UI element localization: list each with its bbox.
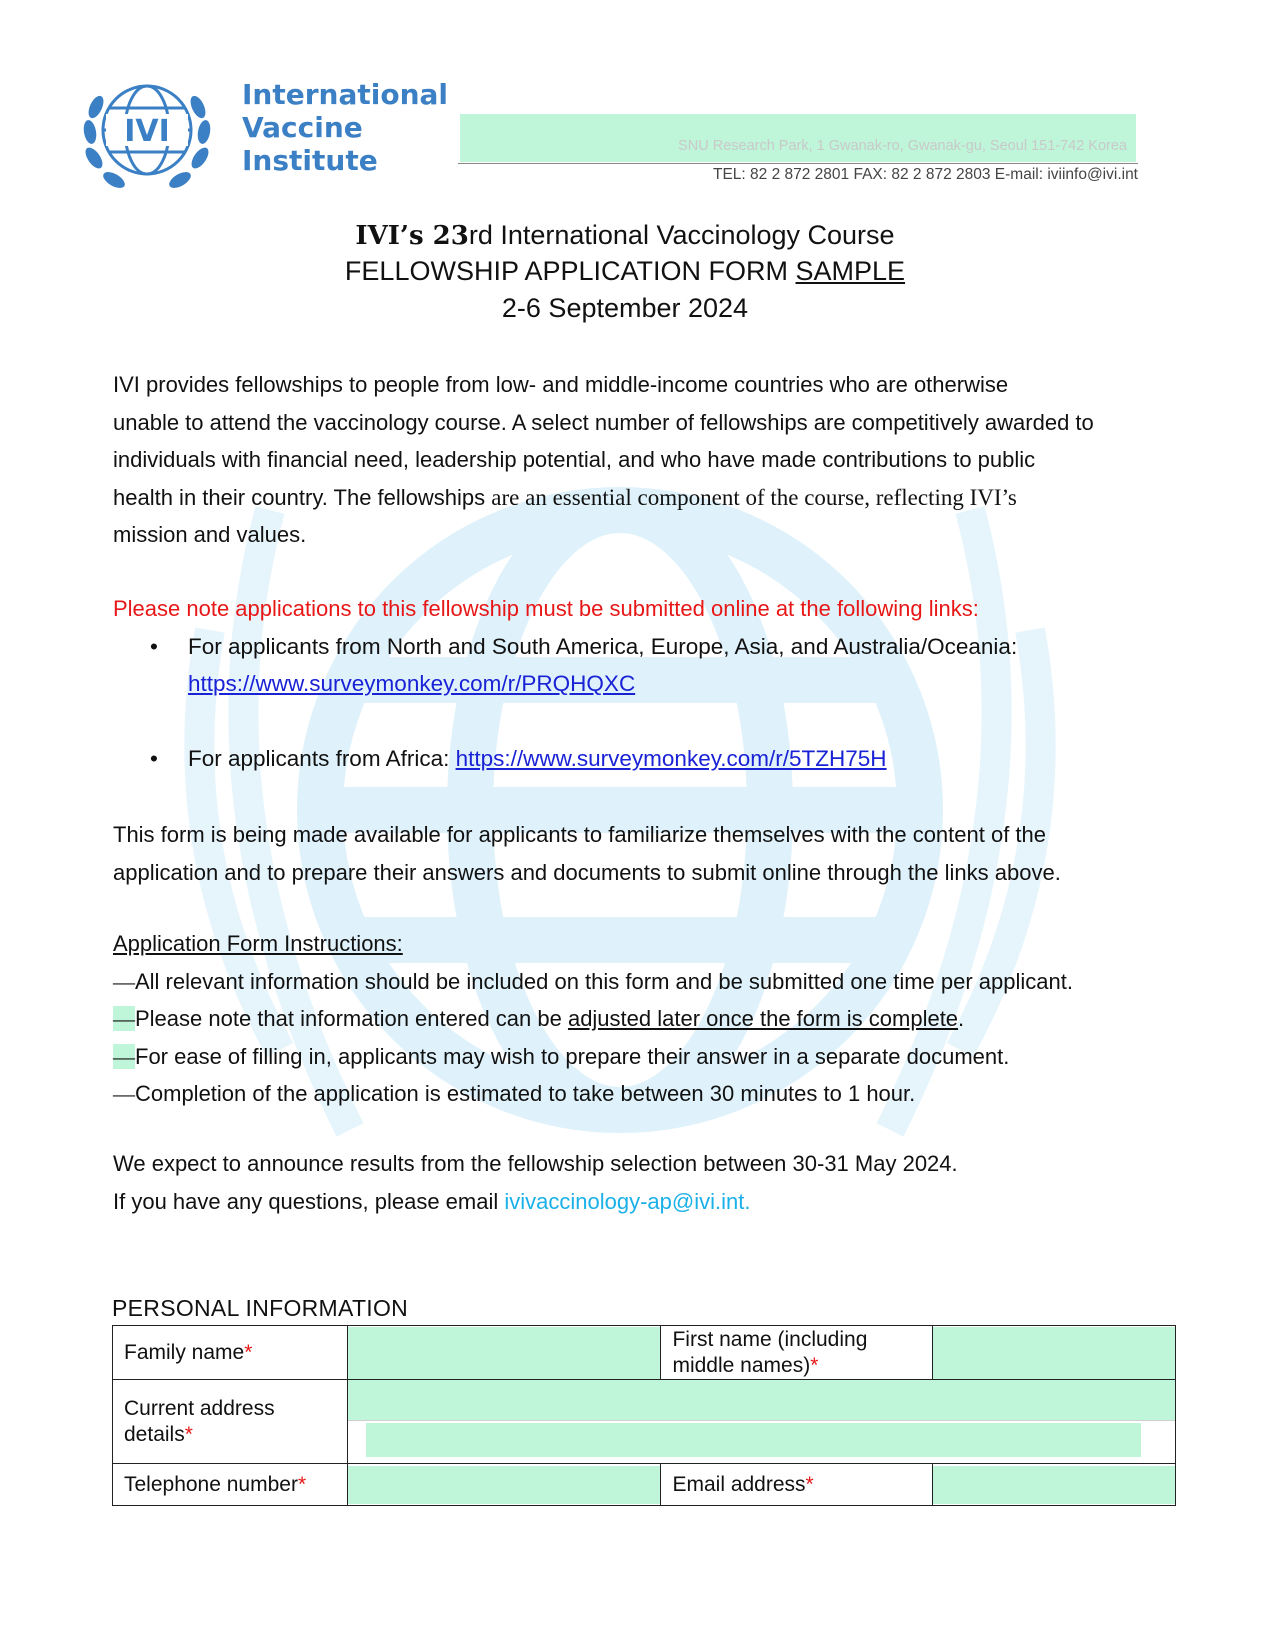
telephone-label: Telephone number*	[113, 1464, 348, 1506]
personal-info-heading: PERSONAL INFORMATION	[112, 1295, 409, 1321]
institute-contact: TEL: 82 2 872 2801 FAX: 82 2 872 2803 E-mail: iviinfo@ivi.int	[712, 166, 1138, 183]
instructions-block	[113, 925, 1073, 1113]
org-name-line: Vaccine	[242, 111, 363, 144]
instruction-item: —Completion of the application is estimated to take between 30 minutes to 1 hour.	[113, 1081, 916, 1106]
bullet-icon: •	[150, 746, 158, 771]
institute-address: SNU Research Park, 1 Gwanak-ro, Gwanak-gu, Seoul 151-742 Korea	[678, 138, 1127, 154]
address-label: Current address details*	[113, 1380, 348, 1464]
sample-label: SAMPLE	[795, 256, 906, 286]
bullet-item-americas: • For applicants from North and South America, Europe, Asia, and Australia/Oceania:	[150, 628, 1017, 665]
org-name-line: International	[242, 78, 449, 111]
org-name-line: Institute	[242, 144, 378, 177]
logo-letters: IVI	[124, 114, 170, 149]
closing-paragraph: We expect to announce results from the fellowship selection between 30-31 May 2024. If you have any questions, please email ivivaccinology-ap@ivi.int.	[113, 1151, 958, 1214]
contact-email: ivivaccinology-ap@ivi.int.	[504, 1188, 751, 1214]
instructions-heading: Application Form Instructions:	[113, 931, 403, 956]
instruction-item: —Please note that information entered can be adjusted later once the form is complete.	[113, 1006, 965, 1031]
ivi-logo-icon	[76, 72, 218, 194]
address-fields	[347, 1380, 1175, 1464]
form-title: FELLOWSHIP APPLICATION FORM SAMPLE	[344, 256, 906, 286]
intro-paragraph: IVI provides fellowships to people from low- and middle-income countries who are otherwise unable to attend the vaccinology course. A select number of fellowships are competitively awarded to individuals with financial need, leadership potential, and who have made contributions to public health in their country. The fellowships are an essential component of the course, reflecting IVI’s mission and values.	[113, 372, 1094, 547]
course-dates: 2-6 September 2024	[501, 293, 749, 323]
telephone-field[interactable]	[347, 1464, 661, 1506]
header-divider	[458, 163, 1138, 164]
survey-link-americas[interactable]: https://www.surveymonkey.com/r/PRQHQXC	[188, 671, 636, 696]
family-name-field[interactable]	[347, 1326, 661, 1380]
course-title: IVI’s 23rd International Vaccinology Course	[355, 220, 895, 251]
instruction-item: —All relevant information should be included on this form and be submitted one time per applicant.	[113, 968, 1073, 994]
instruction-item: —For ease of filling in, applicants may wish to prepare their answer in a separate document.	[113, 1043, 1010, 1069]
email-field[interactable]	[933, 1464, 1176, 1506]
org-name	[242, 78, 448, 177]
first-name-label: First name (including middle names)*	[661, 1326, 933, 1380]
bullet-item-africa: • For applicants from Africa: https://www.surveymonkey.com/r/5TZH75H	[150, 740, 887, 777]
online-submission-notice: Please note applications to this fellowship must be submitted online at the following links:	[113, 596, 979, 621]
address-line-2-field[interactable]	[348, 1421, 1175, 1459]
personal-info-table	[112, 1325, 1176, 1506]
family-name-label: Family name*	[113, 1326, 348, 1380]
bullet-icon: •	[150, 634, 158, 659]
first-name-field[interactable]	[933, 1326, 1176, 1380]
email-label: Email address*	[661, 1464, 933, 1506]
survey-link-africa[interactable]: https://www.surveymonkey.com/r/5TZH75H	[455, 746, 887, 771]
address-line-1-field[interactable]	[348, 1380, 1175, 1421]
availability-paragraph: This form is being made available for applicants to familiarize themselves with the content of the application and to prepare their answers and documents to submit online through the links above.	[113, 822, 1061, 885]
